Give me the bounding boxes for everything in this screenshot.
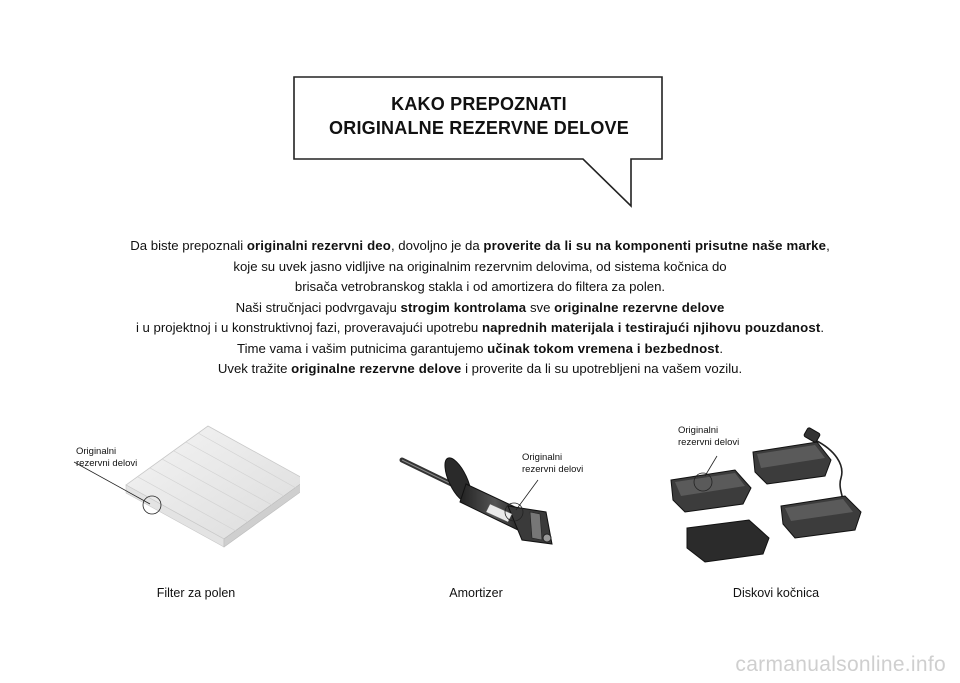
callout-line: Originalni xyxy=(76,446,117,457)
caption-shock-absorber: Amortizer xyxy=(449,586,503,600)
intro-line-6 xyxy=(40,339,920,360)
intro-text: i u projektnoj i u konstruktivnoj fazi, proveravajući upotrebu xyxy=(135,320,482,335)
intro-line-1 xyxy=(40,236,920,257)
caption-pollen-filter: Filter za polen xyxy=(156,586,236,600)
caption-brake-pads: Diskovi kočnica xyxy=(732,586,820,600)
intro-emphasis: učinak tokom vremena i bezbednost xyxy=(487,340,720,356)
callout-label-filter xyxy=(76,446,137,469)
heading-line-1: KAKO PREPOZNATI xyxy=(391,94,567,114)
intro-emphasis: proverite da li su na komponenti prisutne naše marke xyxy=(483,238,827,253)
watermark: carmanualsonline.info xyxy=(735,653,946,676)
intro-text: . xyxy=(820,320,825,335)
intro-paragraph xyxy=(40,236,920,380)
callout-line: Originalni xyxy=(522,452,563,463)
page-heading xyxy=(296,92,662,140)
intro-emphasis: naprednih materijala i testirajući njihovu pouzdanost xyxy=(481,320,821,335)
intro-text: Naši stručnjaci podvrgavaju xyxy=(235,299,401,315)
callout-line: rezervni delovi xyxy=(678,436,740,448)
intro-text: Time vama i vašim putnicima garantujemo xyxy=(237,340,488,356)
intro-text: i proverite da li su upotrebljeni na vašem vozilu. xyxy=(461,361,743,376)
intro-line-4 xyxy=(40,298,920,319)
intro-emphasis: originalne rezervne delove xyxy=(291,361,462,376)
intro-emphasis: originalni rezervni deo xyxy=(246,238,391,253)
intro-line-5 xyxy=(40,318,920,339)
callout-label-shock-absorber xyxy=(522,452,583,475)
callout-line: Originalni xyxy=(678,425,719,436)
intro-text: . xyxy=(719,340,723,356)
callout-line: rezervni delovi xyxy=(522,463,584,475)
intro-line-7 xyxy=(40,359,920,380)
intro-text: , dovoljno je da xyxy=(390,238,484,253)
intro-text: , xyxy=(826,238,830,253)
intro-line-3: brisača vetrobranskog stakla i od amortizera do filtera za polen. xyxy=(294,279,666,294)
heading-line-2: ORIGINALNE REZERVNE DELOVE xyxy=(329,118,629,138)
callout-label-brake-pads xyxy=(678,425,739,448)
intro-text: sve xyxy=(526,299,555,315)
intro-text: Uvek tražite xyxy=(217,361,292,376)
intro-line-2: koje su uvek jasno vidljive na originalnim rezervnim delovima, od sistema kočnica do xyxy=(233,258,727,274)
callout-line: rezervni delovi xyxy=(76,457,138,469)
intro-emphasis: originalne rezervne delove xyxy=(554,299,725,315)
intro-emphasis: strogim kontrolama xyxy=(400,299,527,315)
intro-text: Da biste prepoznali xyxy=(130,238,247,253)
pollen-filter-image xyxy=(60,410,300,560)
